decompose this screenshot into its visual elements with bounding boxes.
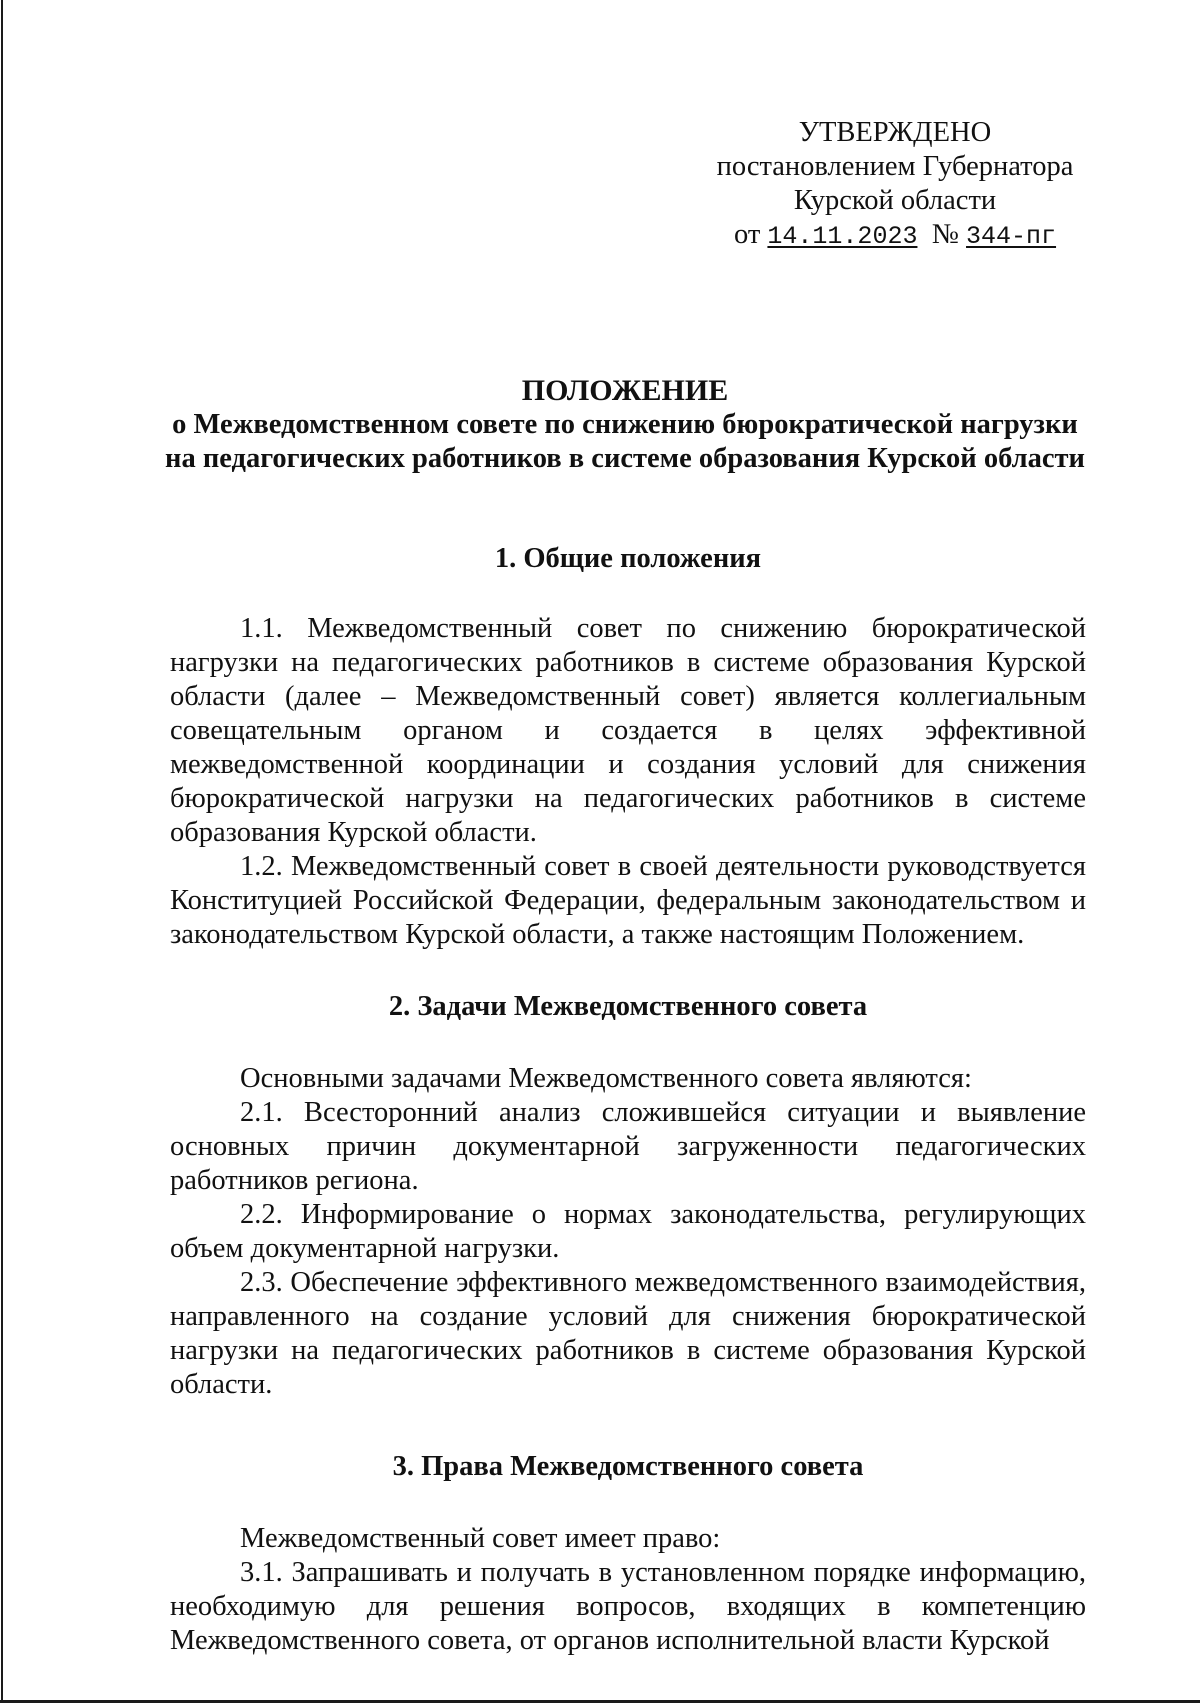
- document-body: [170, 542, 1086, 1658]
- approval-line-decree: постановлением Губернатора: [716, 151, 1074, 182]
- section-heading-tasks: 2. Задачи Межведомственного совета: [388, 991, 868, 1022]
- paragraph-3-1: 3.1. Запрашивать и получать в установленном порядке информацию, необходимую для решения вопросов, входящих в компетенцию Межведомственного совета, от органов исполнительной власти Курской: [170, 1557, 1086, 1656]
- document-subtitle: о Межведомственном совете по снижению бюрократической нагрузки на педагогических работников в системе образования Курской области: [165, 409, 1085, 474]
- approval-date-line: [700, 218, 1090, 252]
- approval-title: УТВЕРЖДЕНО: [798, 117, 992, 148]
- paragraph-1-2: 1.2. Межведомственный совет в своей деятельности руководствуется Конституцией Российской Федерации, федеральным законодательством и законодательством Курской области, а также настоящим Положением.: [170, 851, 1086, 950]
- decree-date: 14.11.2023: [767, 222, 918, 251]
- decree-number: 344-пг: [966, 222, 1057, 251]
- approval-stamp-block: [700, 116, 1090, 252]
- section-heading-rights: 3. Права Межведомственного совета: [392, 1451, 864, 1482]
- date-prefix: от: [733, 219, 768, 250]
- paragraph-2-3: 2.3. Обеспечение эффективного межведомственного взаимодействия, направленного на создание условий для снижения бюрократической нагрузки на педагогических работников в системе образования Курской области.: [170, 1267, 1086, 1400]
- number-prefix: №: [931, 219, 967, 250]
- paragraph-tasks-intro: Основными задачами Межведомственного совета являются:: [240, 1063, 972, 1094]
- document-title: ПОЛОЖЕНИЕ: [521, 374, 729, 407]
- scan-left-edge: [1, 0, 3, 1703]
- paragraph-2-1: 2.1. Всесторонний анализ сложившейся ситуации и выявление основных причин документарной загруженности педагогических работников региона.: [170, 1097, 1086, 1196]
- paragraph-1-1: 1.1. Межведомственный совет по снижению бюрократической нагрузки на педагогических работников в системе образования Курской области (далее – Межведомственный совет) является коллегиальным совещательным органом и создается в целях эффективной межведомственной координации и создания условий для снижения бюрократической нагрузки на педагогических работников в системе образования Курской области.: [170, 613, 1086, 848]
- paragraph-2-2: 2.2. Информирование о нормах законодательства, регулирующих объем документарной нагрузки.: [170, 1199, 1086, 1264]
- document-title-block: [160, 374, 1090, 476]
- section-heading-general: 1. Общие положения: [494, 543, 762, 574]
- paragraph-rights-intro: Межведомственный совет имеет право:: [240, 1523, 721, 1554]
- approval-line-region: Курской области: [793, 185, 997, 216]
